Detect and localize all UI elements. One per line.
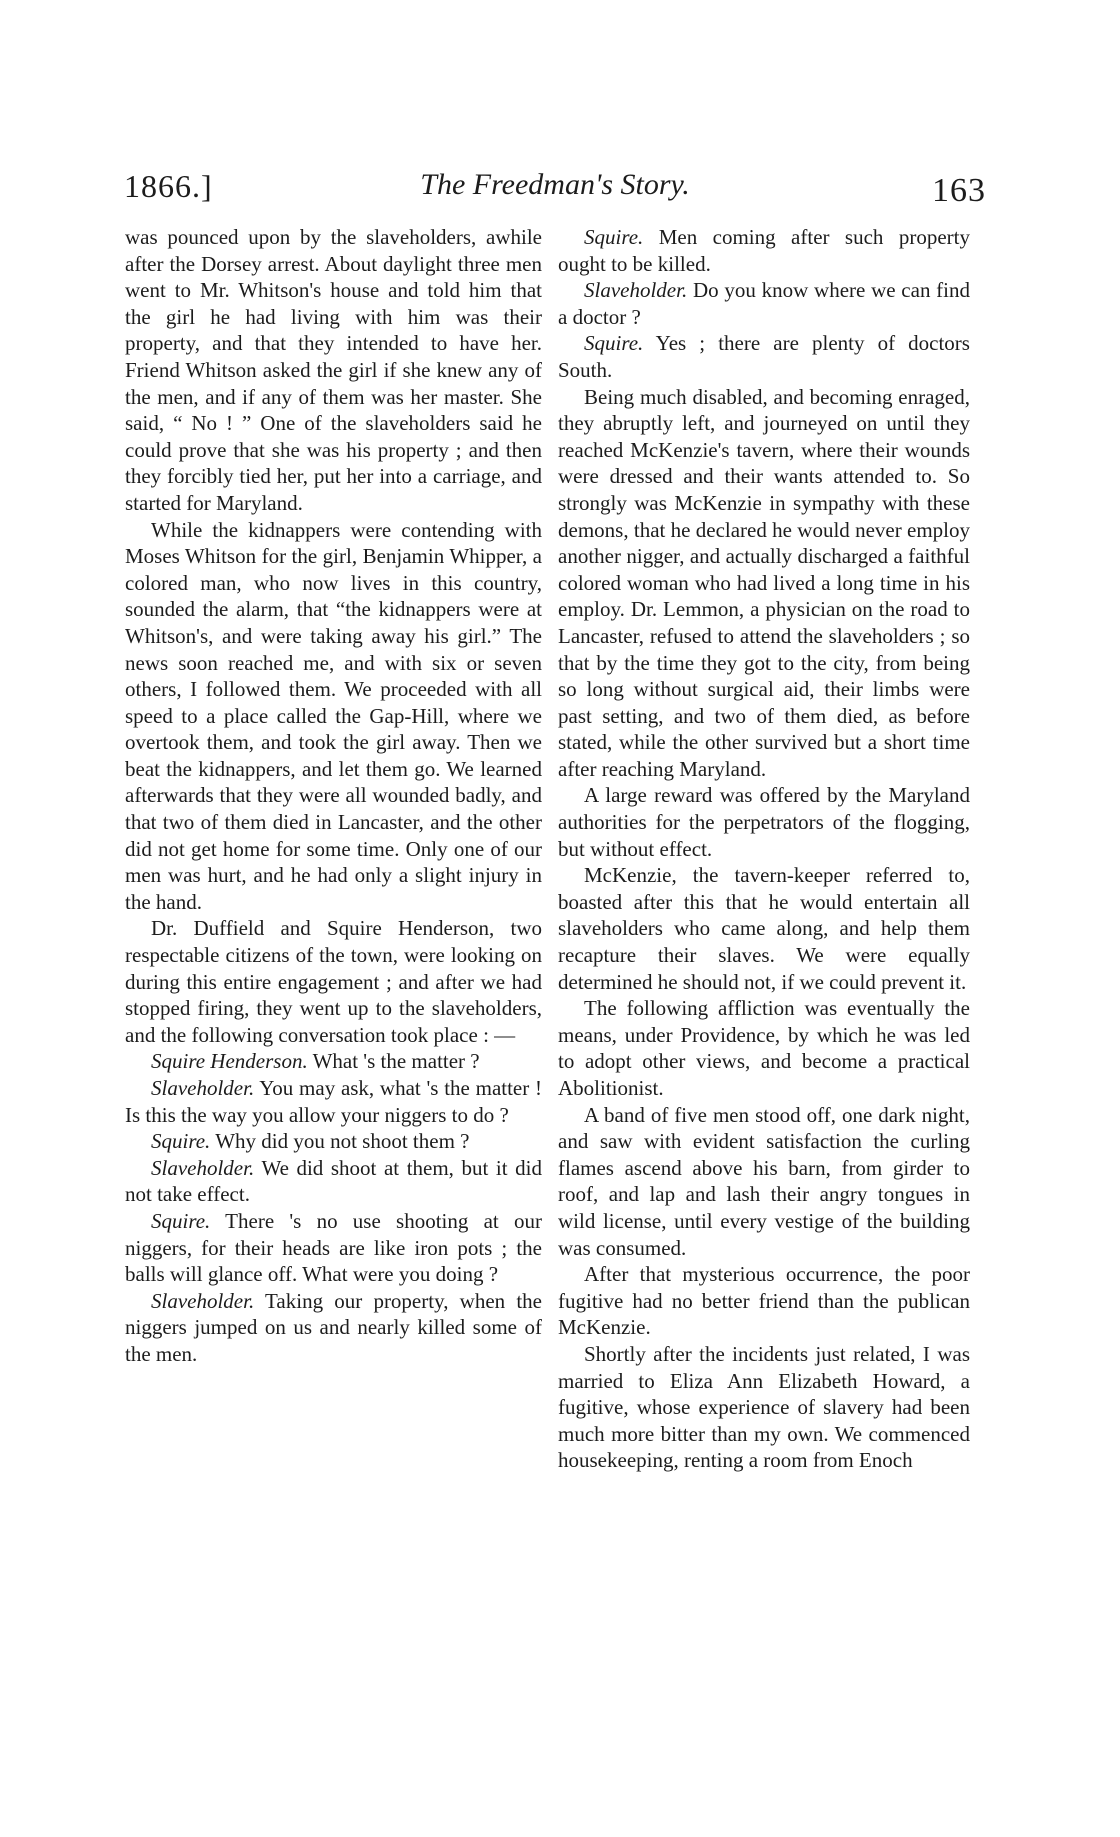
- paragraph: [558, 1102, 970, 1262]
- dialogue-text: Do you know where we can find a doctor ?: [558, 278, 971, 329]
- header-year: 1866.]: [124, 168, 213, 204]
- paragraph: [558, 862, 970, 995]
- paragraph-text: After that mysterious occurrence, the poor fugitive had no better friend than the publican McKenzie.: [558, 1262, 970, 1340]
- dialogue-line: [125, 1128, 542, 1155]
- paragraph-text: The following affliction was eventually the means, under Providence, by which he was led to adopt other views, and become a practical Abolitionist.: [558, 996, 970, 1100]
- speaker-label: Slaveholder.: [151, 1288, 255, 1313]
- paragraph: [558, 384, 970, 783]
- page-number: 163: [932, 172, 986, 209]
- speaker-label: Squire.: [584, 331, 644, 356]
- paragraph-text: Being much disabled, and becoming enraged, they abruptly left, and journeyed on until they reached McKenzie's tavern, where their wounds were dressed and their wants attended to. So strongly was McKenzie in sympathy with these demons, that he declared he would never employ another nigger, and actually discharged a faithful colored woman who had lived a long time in his employ. Dr. Lemmon, a physician on the road to Lancaster, refused to attend the slaveholders ; so that by the time they got to the city, from being so long without surgical aid, their limbs were past setting, and two of them died, as before stated, while the other survived but a short time after reaching Maryland.: [558, 384, 970, 781]
- speaker-label: Slaveholder.: [584, 278, 688, 303]
- dialogue-text: Taking our property, when the niggers jumped on us and nearly killed some of the men.: [125, 1288, 542, 1366]
- speaker-label: Slaveholder.: [151, 1076, 255, 1100]
- paragraph-text: was pounced upon by the slaveholders, awhile after the Dorsey arrest. About daylight three men went to Mr. Whitson's house and told him that the girl he had living with him was their property, and that they intended to have her. Friend Whitson asked the girl if she knew any of the men, and if any of them was her master. She said, “ No ! ” One of the slaveholders said he could prove that she was his property ; and then they forcibly tied her, put her into a carriage, and started for Maryland.: [125, 225, 542, 515]
- header-title: The Freedman's Story.: [420, 168, 690, 201]
- paragraph: [125, 915, 542, 1048]
- dialogue-line: [125, 1288, 542, 1368]
- paragraph-text: A large reward was offered by the Maryland authorities for the perpetrators of the flogging, but without effect.: [558, 783, 970, 861]
- speaker-label: Squire.: [584, 225, 644, 249]
- dialogue-line: [125, 1048, 542, 1075]
- dialogue-text: We did shoot at them, but it did not take effect.: [125, 1155, 542, 1207]
- running-header: [124, 166, 986, 216]
- speaker-label: Squire Henderson.: [151, 1049, 308, 1074]
- speaker-label: Slaveholder.: [151, 1155, 255, 1180]
- dialogue-text: You may ask, what 's the matter ! Is this the way you allow your niggers to do ?: [125, 1076, 542, 1127]
- dialogue-text: There 's no use shooting at our niggers, for their heads are like iron pots ; the balls will glance off. What were you doing ?: [125, 1208, 542, 1287]
- right-column: [558, 224, 970, 1474]
- dialogue-line: [558, 224, 970, 277]
- paragraph-text: Dr. Duffield and Squire Henderson, two respectable citizens of the town, were looking on during this entire engagement ; and after we had stopped firing, they went up to the slaveholders, and the following conversation took place : —: [125, 916, 542, 1047]
- paragraph: [558, 1261, 970, 1341]
- left-column: [125, 224, 542, 1368]
- paragraph-text: McKenzie, the tavern-keeper referred to, boasted after this that he would entertain all slaveholders who came along, and help them recapture their slaves. We were equally determined he should not, if we could prevent it.: [558, 863, 970, 994]
- dialogue-line: [125, 1208, 542, 1288]
- dialogue-line: [125, 1075, 542, 1128]
- dialogue-text: Men coming after such property ought to be killed.: [558, 225, 970, 276]
- dialogue-line: [125, 1155, 542, 1208]
- paragraph-text: While the kidnappers were contending with Moses Whitson for the girl, Benjamin Whipper, a colored man, who now lives in this country, sounded the alarm, that “the kidnappers were at Whitson's, and were taking away his girl.” The news soon reached me, and with six or seven others, I followed them. We proceeded with all speed to a place called the Gap-Hill, where we overtook them, and took the girl away. Then we beat the kidnappers, and let them go. We learned afterwards that they were all wounded badly, and that two of them died in Lancaster, and the other did not get home for some time. Only one of our men was hurt, and he had only a slight injury in the hand.: [125, 517, 542, 914]
- dialogue-text: Why did you not shoot them ?: [215, 1129, 470, 1154]
- paragraph: [558, 782, 970, 862]
- speaker-label: Squire.: [151, 1208, 211, 1233]
- paragraph: [125, 224, 542, 517]
- dialogue-line: [558, 277, 970, 330]
- speaker-label: Squire.: [151, 1129, 211, 1154]
- paragraph-text: Shortly after the incidents just related, I was married to Eliza Ann Elizabeth Howard, a fugitive, whose experience of slavery had been much more bitter than my own. We commenced housekeeping, renting a room from Enoch: [558, 1341, 970, 1473]
- dialogue-text: Yes ; there are plenty of doctors South.: [558, 331, 970, 382]
- paragraph: [558, 1341, 970, 1474]
- dialogue-text: What 's the matter ?: [312, 1049, 480, 1074]
- paragraph: [558, 995, 970, 1101]
- paragraph-text: A band of five men stood off, one dark night, and saw with evident satisfaction the curling flames ascend above his barn, from girder to roof, and lap and lash their angry tongues in wild license, until every vestige of the building was consumed.: [558, 1102, 970, 1260]
- dialogue-line: [558, 330, 970, 383]
- paragraph: [125, 517, 542, 916]
